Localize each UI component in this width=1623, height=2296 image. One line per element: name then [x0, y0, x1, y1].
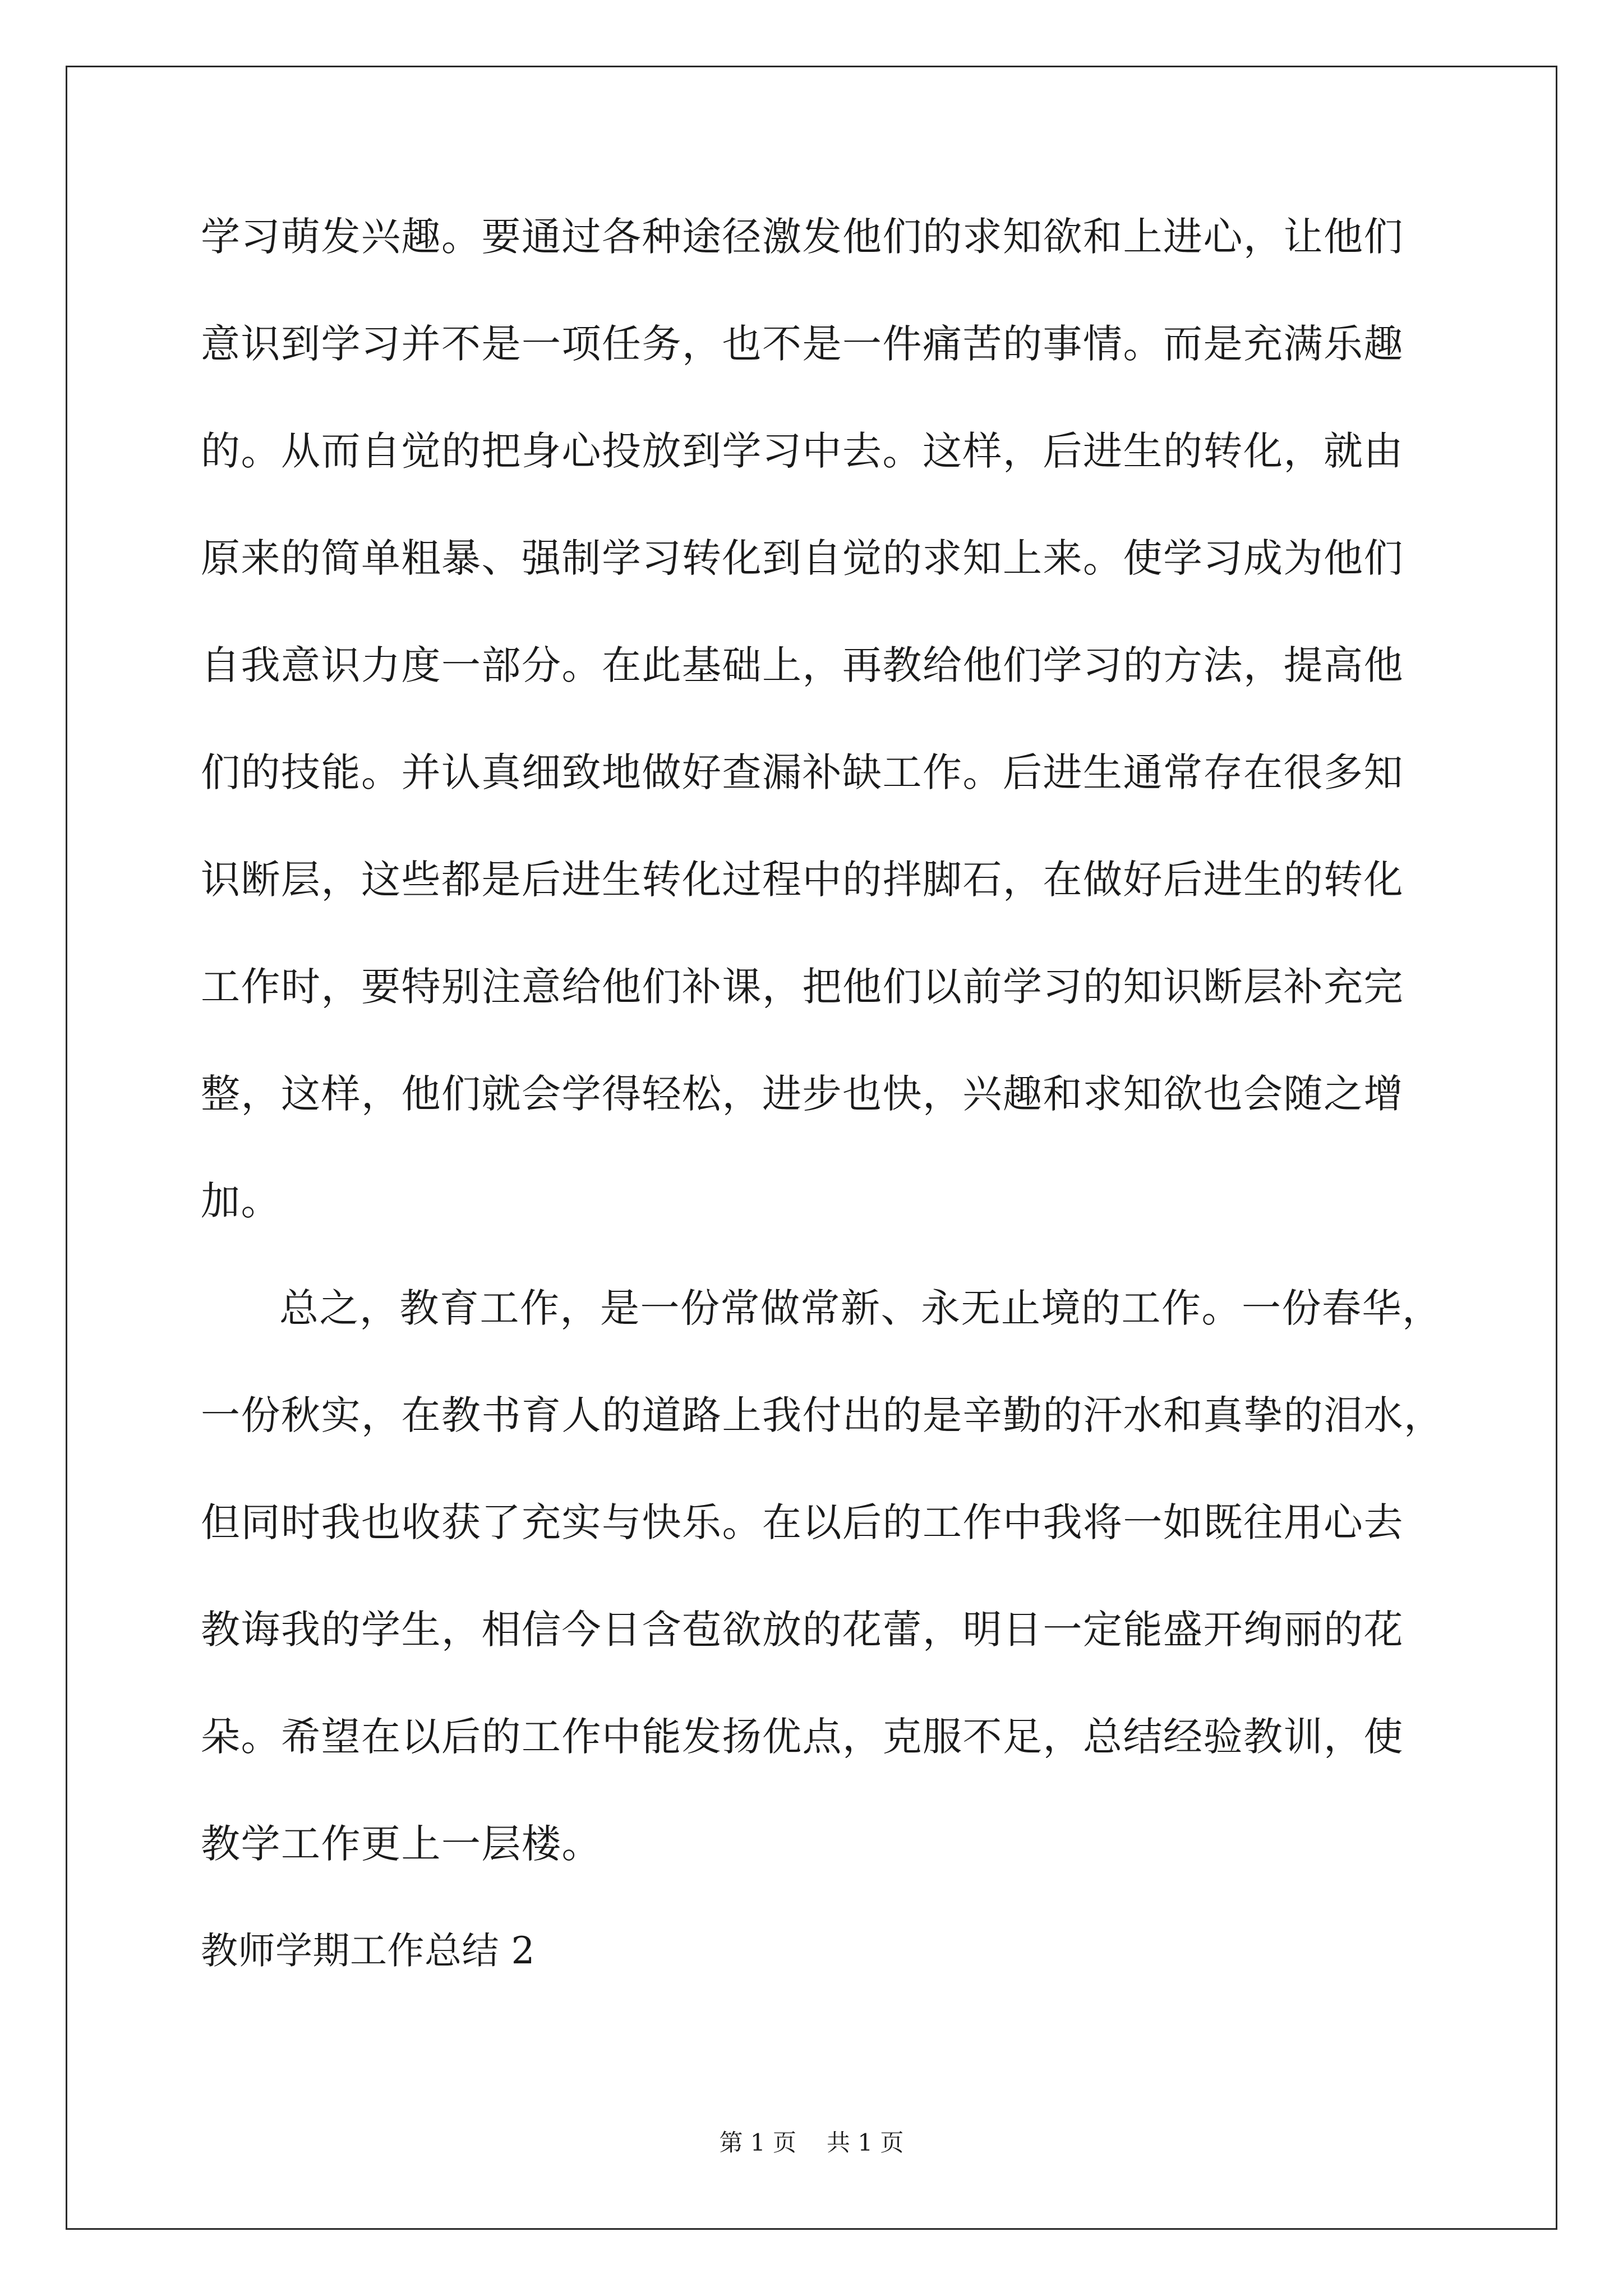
text-line-9: 整，这样，他们就会学得轻松，进步也快，兴趣和求知欲也会随之增 [201, 1071, 1404, 1117]
text-line-1: 学习萌发兴趣。要通过各种途径激发他们的求知欲和上进心，让他们 [201, 214, 1404, 260]
text-line-2: 意识到学习并不是一项任务，也不是一件痛苦的事情。而是充满乐趣 [201, 321, 1404, 367]
text-line-4: 原来的简单粗暴、强制学习转化到自觉的求知上来。使学习成为他们 [201, 535, 1404, 581]
document-body [201, 211, 1444, 2033]
page-total: 共 1 页 [827, 2129, 904, 2156]
text-line-11: 总之，教育工作，是一份常做常新、永无止境的工作。一份春华， [279, 1285, 1442, 1331]
page-footer [0, 2129, 1623, 2157]
text-line-5: 自我意识力度一部分。在此基础上，再教给他们学习的方法，提高他 [201, 642, 1404, 688]
text-line-3: 的。从而自觉的把身心投放到学习中去。这样，后进生的转化，就由 [201, 428, 1404, 474]
text-line-8: 工作时，要特别注意给他们补课，把他们以前学习的知识断层补充完 [201, 964, 1404, 1010]
text-line-6: 们的技能。并认真细致地做好查漏补缺工作。后进生通常存在很多知 [201, 749, 1404, 795]
text-line-13: 但同时我也收获了充实与快乐。在以后的工作中我将一如既往用心去 [201, 1499, 1404, 1545]
text-line-14: 教诲我的学生，相信今日含苞欲放的花蕾，明日一定能盛开绚丽的花 [201, 1607, 1404, 1653]
text-line-15: 朵。希望在以后的工作中能发扬优点，克服不足，总结经验教训，使 [201, 1714, 1404, 1760]
section-heading: 教师学期工作总结 2 [201, 1929, 535, 1972]
page-number: 第 1 页 [719, 2129, 796, 2156]
text-line-12: 一份秋实，在教书育人的道路上我付出的是辛勤的汗水和真挚的泪水， [201, 1392, 1444, 1438]
text-line-7: 识断层，这些都是后进生转化过程中的拌脚石，在做好后进生的转化 [201, 857, 1404, 903]
text-line-10: 加。 [201, 1178, 281, 1224]
text-line-16: 教学工作更上一层楼。 [201, 1821, 602, 1867]
